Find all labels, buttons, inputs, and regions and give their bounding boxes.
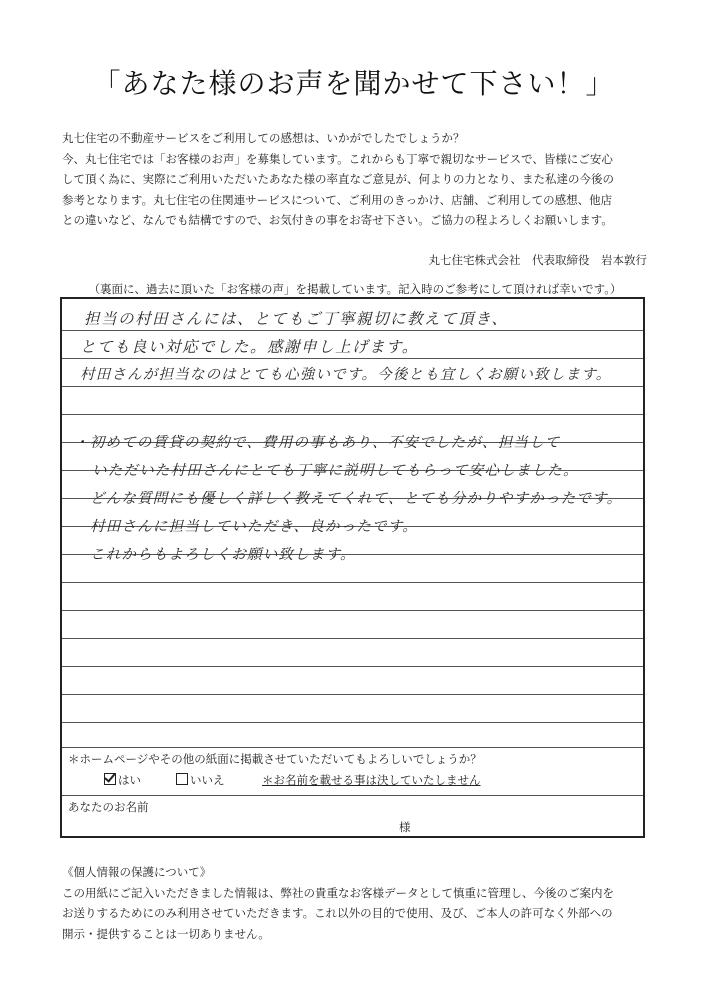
ruled-line [62, 747, 643, 748]
handwritten-line: いただいた村田さんにとても丁寧に説明してもらって安心しました。 [92, 463, 579, 479]
handwritten-line: これからもよろしくお願い致します。 [90, 547, 356, 563]
privacy-heading: 《個人情報の保護について》 [62, 865, 212, 879]
handwritten-line: どんな質問にも優しく詳しく教えてくれて、とても分かりやすかったです。 [90, 491, 623, 507]
intro-text [62, 128, 652, 231]
no-checkbox[interactable] [176, 773, 188, 785]
consent-no-option[interactable] [176, 772, 225, 788]
privacy-line: 開示・提供することは一切ありません。 [62, 926, 270, 941]
handwritten-line: 村田さんに担当していただき、良かったです。 [90, 519, 418, 535]
consent-question: ＊ホームページやその他の紙面に掲載させていただいてもよろしいでしょうか？ [68, 752, 482, 766]
no-label: いいえ [190, 773, 225, 787]
intro-line: との違いなど、なんでも結構ですので、お気付きの事をお寄せ下さい。ご協力の程よろしくお願いします。 [62, 213, 613, 227]
privacy-section [62, 862, 662, 944]
name-field-label: あなたのお名前 [68, 800, 149, 814]
name-suffix: 様 [399, 820, 411, 834]
ruled-line [62, 795, 643, 796]
ruled-line [62, 330, 643, 331]
ruled-line [62, 386, 643, 387]
intro-line: 丸七住宅の不動産サービスをご利用しての感想は、いかがでしたでしょうか？ [62, 131, 465, 145]
intro-line: 今、丸七住宅では「お客様のお声」を募集しています。これからも丁寧で親切なサービスで、皆様にご安心 [62, 151, 613, 166]
ruled-line [62, 582, 643, 583]
privacy-line: この用紙にご記入いただきました情報は、弊社の貴重なお客様データとして慎重に管理し、今後のご案内を [62, 885, 614, 900]
ruled-line [62, 414, 643, 415]
ruled-line [62, 358, 643, 359]
consent-yes-option[interactable] [104, 772, 141, 788]
yes-checkbox[interactable] [104, 773, 116, 785]
ruled-line [62, 694, 643, 695]
handwritten-line: 担当の村田さんには、とてもご丁寧親切に教えて頂き、 [84, 310, 509, 328]
page-title: 「あなた様のお声を聞かせて下さい！」 [92, 67, 615, 100]
feedback-form-box[interactable] [60, 297, 645, 838]
handwritten-line: ・初めての賃貸の契約で、費用の事もあり、不安でしたが、担当して [74, 435, 561, 451]
company-signature: 丸七住宅株式会社 代表取締役 岩本敦行 [428, 253, 647, 267]
ruled-line [62, 638, 643, 639]
ruled-line [62, 666, 643, 667]
ruled-line [62, 722, 643, 723]
privacy-line: お送りするためにのみ利用させていただきます。これ以外の目的で使用、及び、ご本人の許可なく外部への [62, 906, 613, 920]
intro-line: して頂く為に、実際にご利用いただいたあなた様の率直なご意見が、何よりの力となり、また私達の今後の [62, 172, 614, 186]
reference-notice: （裏面に、過去に頂いた「お客様の声」を掲載しています。記入時のご参考にして頂ければ幸いです。） [88, 282, 622, 296]
yes-label: はい [118, 773, 141, 787]
handwritten-line: とても良い対応でした。感謝申し上げます。 [80, 338, 419, 356]
handwritten-line: 村田さんが担当なのはとても心強いです。今後とも宜しくお願い致します。 [80, 367, 612, 383]
intro-line: 参考となります。丸七住宅の住関連サービスについて、ご利用のきっかけ、店舗、ご利用しての感想、他店 [62, 192, 613, 207]
name-privacy-note: ＊お名前を載せる事は決していたしません [262, 773, 481, 787]
ruled-line [62, 610, 643, 611]
